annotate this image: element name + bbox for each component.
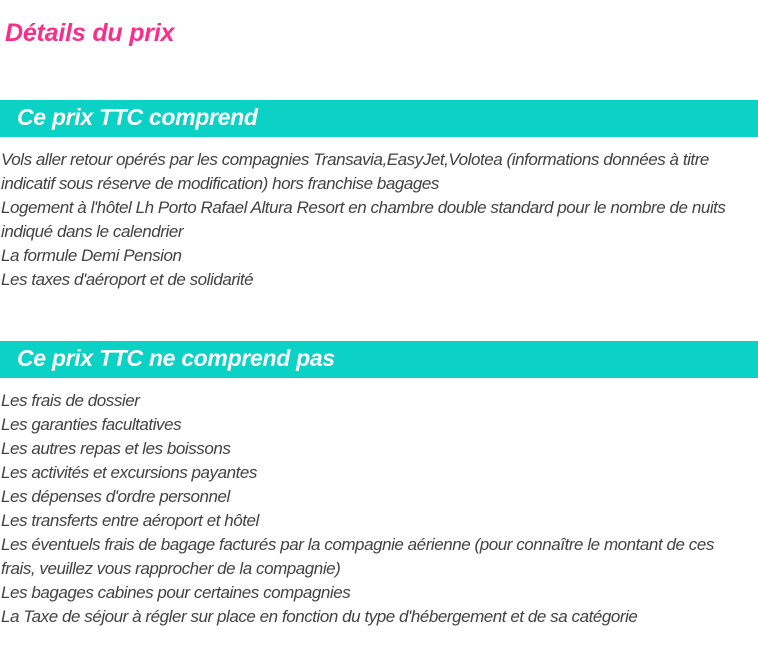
list-item: Les taxes d'aéroport et de solidarité xyxy=(1,270,254,289)
list-item: Les bagages cabines pour certaines compagnies xyxy=(1,583,351,602)
list-item: Les activités et excursions payantes xyxy=(1,463,257,482)
section-heading: Ce prix TTC comprend xyxy=(17,104,258,130)
price-includes-list xyxy=(0,148,758,292)
list-item: Les autres repas et les boissons xyxy=(1,439,231,458)
list-item: Les dépenses d'ordre personnel xyxy=(1,487,230,506)
list-item: Les transferts entre aéroport et hôtel xyxy=(1,511,259,530)
list-item: Les garanties facultatives xyxy=(1,415,182,434)
page-title: Détails du prix xyxy=(5,19,175,47)
list-item: Vols aller retour opérés par les compagnies Transavia,EasyJet,Volotea (informations données à titre indicatif sous réserve de modification) hors franchise bagages xyxy=(1,150,709,193)
list-item: Les éventuels frais de bagage facturés par la compagnie aérienne (pour connaître le montant de ces frais, veuillez vous rapprocher de la compagnie) xyxy=(1,535,714,578)
list-item: Les frais de dossier xyxy=(1,391,140,410)
price-excludes-list xyxy=(0,389,758,629)
section-heading: Ce prix TTC ne comprend pas xyxy=(17,345,335,371)
list-item: La formule Demi Pension xyxy=(1,246,182,265)
section-banner-price-includes xyxy=(0,100,758,137)
list-item: Logement à l'hôtel Lh Porto Rafael Altura Resort en chambre double standard pour le nombre de nuits indiqué dans le calendrier xyxy=(1,198,726,241)
section-banner-price-excludes xyxy=(0,341,758,378)
list-item: La Taxe de séjour à régler sur place en fonction du type d'hébergement et de sa catégorie xyxy=(1,607,638,626)
